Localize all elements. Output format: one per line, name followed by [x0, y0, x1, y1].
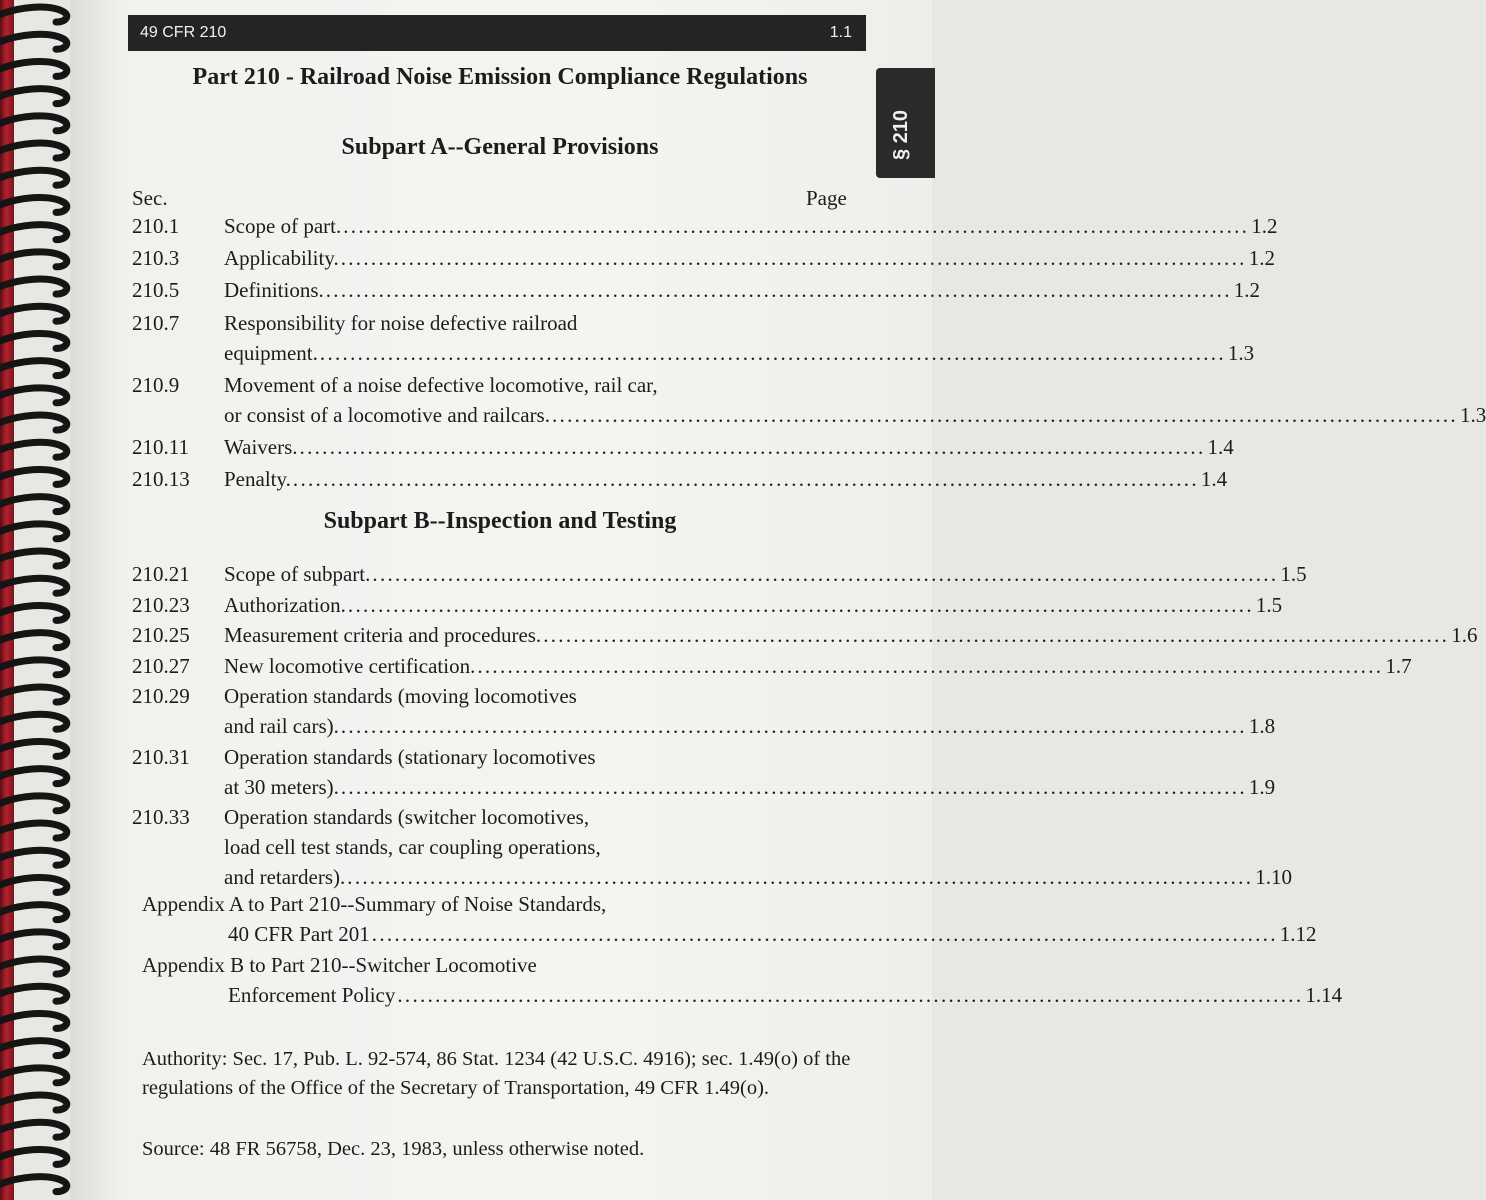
page-reference: 1.3 — [1459, 402, 1486, 427]
binding-coil — [0, 905, 67, 920]
toc-entry-line[interactable] — [132, 653, 1412, 683]
page-reference: 1.10 — [1255, 865, 1293, 889]
binding-coil — [0, 1122, 67, 1137]
section-title: Enforcement Policy — [228, 982, 396, 1007]
dot-leader: ........................................................................................................................ — [371, 922, 1278, 946]
binding-coil — [0, 769, 67, 784]
toc-entry-line — [132, 745, 858, 774]
section-title: New locomotive certification. — [224, 653, 476, 678]
section-title: equipment. — [224, 340, 318, 365]
spiral-binding — [0, 0, 72, 1200]
section-title: or consist of a locomotive and railcars. — [224, 402, 550, 427]
section-title: Measurement criteria and procedures. — [224, 623, 542, 647]
binding-coil — [0, 1068, 67, 1083]
binding-coil — [0, 660, 67, 675]
toc-entry-line[interactable] — [132, 214, 1278, 243]
page-reference: 1.4 — [1207, 435, 1234, 459]
page-reference: 1.2 — [1248, 246, 1275, 271]
binding-coil — [0, 796, 67, 811]
binding-coil — [0, 361, 67, 376]
dot-leader: ........................................................................................................................ — [340, 246, 1247, 271]
binding-coil — [0, 415, 67, 430]
section-number: 210.1 — [132, 214, 180, 238]
section-title: Responsibility for noise defective railroad — [224, 310, 578, 335]
page-reference: 1.2 — [1233, 278, 1260, 303]
section-number: 210.9 — [132, 372, 180, 397]
page-reference: 1.12 — [1279, 922, 1317, 946]
page-reference: 1.5 — [1280, 562, 1307, 586]
page-reference: 1.3 — [1227, 340, 1255, 365]
binding-coil — [0, 143, 67, 158]
page-reference: 1.8 — [1248, 714, 1276, 738]
binding-coil — [0, 61, 67, 76]
toc-entry-line[interactable] — [132, 467, 1228, 496]
section-number: 210.7 — [132, 310, 180, 335]
header-citation: 49 CFR 210 — [140, 24, 227, 41]
dot-leader: ........................................................................................................................ — [551, 402, 1458, 427]
page-reference: 1.9 — [1248, 774, 1276, 799]
binding-coil — [0, 333, 67, 348]
section-title: at 30 meters). — [224, 774, 339, 799]
binding-coil — [0, 1095, 67, 1110]
section-title: load cell test stands, car coupling operations, — [224, 835, 601, 859]
dot-leader: ........................................................................................................................ — [343, 214, 1250, 238]
toc-entry-line — [132, 684, 858, 713]
toc-entry-line[interactable] — [132, 982, 1343, 1012]
subpart-b-title: Subpart B--Inspection and Testing — [323, 508, 677, 534]
toc-entry-line[interactable] — [132, 922, 1317, 951]
binding-coil — [0, 823, 67, 838]
binding-coil — [0, 959, 67, 974]
binding-coil — [0, 1013, 67, 1028]
sec-column-label: Sec. — [132, 186, 168, 210]
dot-leader: ........................................................................................................................ — [543, 623, 1450, 647]
dot-leader: ........................................................................................................................ — [397, 982, 1304, 1007]
toc-entry-line[interactable] — [132, 623, 1478, 652]
toc-entry-line[interactable] — [132, 592, 1283, 622]
section-title: Applicability. — [224, 246, 339, 271]
section-title: Scope of subpart. — [224, 562, 371, 586]
section-number: 210.3 — [132, 246, 180, 271]
toc-entry-line[interactable] — [132, 278, 1260, 307]
toc-entry-line[interactable] — [132, 246, 1275, 275]
section-number: 210.31 — [132, 744, 190, 769]
toc-entry-line[interactable] — [132, 714, 1276, 743]
section-tab-label: § 210 — [890, 109, 912, 160]
binding-coil — [0, 116, 67, 131]
binding-coil — [0, 551, 67, 566]
header-page-number: 1.1 — [829, 24, 852, 41]
toc-entry-line — [132, 892, 858, 921]
page-reference: 1.6 — [1451, 623, 1478, 647]
binding-coil — [0, 279, 67, 294]
binding-coil — [0, 170, 67, 185]
section-title: Appendix A to Part 210--Summary of Noise Standards, — [142, 892, 607, 916]
dot-leader: ........................................................................................................................ — [477, 653, 1384, 678]
binding-coil — [0, 442, 67, 457]
binding-coil — [0, 633, 67, 648]
binding-coil — [0, 7, 67, 22]
section-title: Appendix B to Part 210--Switcher Locomotive — [142, 952, 537, 977]
section-title: 40 CFR Part 201 — [228, 922, 370, 946]
section-title: Definitions. — [224, 278, 324, 303]
binding-coil — [0, 225, 67, 240]
binding-coil — [0, 714, 67, 729]
binding-coil — [0, 1041, 67, 1056]
binding-coil — [0, 578, 67, 593]
section-number: 210.25 — [132, 623, 190, 647]
binding-coil — [0, 986, 67, 1001]
section-title: Operation standards (moving locomotives — [224, 684, 577, 708]
dot-leader: ........................................................................................................................ — [292, 467, 1199, 492]
binding-coil — [0, 1177, 67, 1192]
toc-entry-line — [132, 835, 858, 864]
binding-coil — [0, 89, 67, 104]
binding-coil — [0, 34, 67, 49]
binding-coil — [0, 877, 67, 892]
binding-coil — [0, 388, 67, 403]
section-number: 210.11 — [132, 435, 189, 459]
toc-entry-line — [132, 373, 858, 402]
binding-coil — [0, 306, 67, 321]
section-number: 210.13 — [132, 467, 190, 492]
binding-coil — [0, 850, 67, 865]
section-title: Operation standards (switcher locomotives, — [224, 805, 590, 829]
part-title: Part 210 - Railroad Noise Emission Compliance Regulations — [192, 64, 808, 90]
page-reference: 1.2 — [1251, 214, 1278, 238]
page-reference: 1.4 — [1200, 467, 1228, 492]
dot-leader: ........................................................................................................................ — [299, 435, 1206, 459]
page-reference: 1.5 — [1255, 592, 1283, 617]
section-number: 210.21 — [132, 562, 190, 586]
section-number: 210.5 — [132, 278, 180, 303]
section-title: Operation standards (stationary locomotives — [224, 744, 596, 769]
dot-leader: ........................................................................................................................ — [340, 714, 1247, 738]
toc-entry-line[interactable] — [132, 562, 1307, 591]
binding-coil — [0, 197, 67, 212]
dot-leader: ........................................................................................................................ — [325, 278, 1232, 303]
page-reference: 1.14 — [1305, 982, 1343, 1007]
section-number: 210.23 — [132, 592, 190, 617]
binding-coil — [0, 1149, 67, 1164]
subpart-a-title: Subpart A--General Provisions — [341, 134, 659, 160]
running-header — [128, 15, 866, 51]
binding-coil — [0, 252, 67, 267]
binding-coil — [0, 497, 67, 512]
toc-entry-line — [132, 953, 858, 982]
toc-entry-line[interactable] — [132, 340, 1255, 370]
authority-note: Authority: Sec. 17, Pub. L. 92-574, 86 Stat. 1234 (42 U.S.C. 4916); sec. 1.49(o) of the regulations of the Office of the Secretary of Transportation, 49 CFR 1.49(o). — [142, 1048, 851, 1099]
source-note: Source: 48 FR 56758, Dec. 23, 1983, unless otherwise noted. — [142, 1138, 645, 1160]
page-reference: 1.7 — [1385, 653, 1412, 678]
section-title: Authorization. — [224, 592, 346, 617]
toc-entry-line[interactable] — [132, 774, 1276, 804]
toc-entry-line[interactable] — [132, 865, 1293, 894]
binding-coil — [0, 524, 67, 539]
dot-leader: ........................................................................................................................ — [347, 592, 1254, 617]
section-number: 210.29 — [132, 684, 190, 708]
toc-entry-line — [132, 311, 858, 340]
section-title: Penalty. — [224, 467, 291, 492]
binding-coil — [0, 932, 67, 947]
section-number: 210.27 — [132, 653, 190, 678]
toc-entry-line[interactable] — [132, 435, 1234, 464]
section-thumb-tab[interactable] — [876, 68, 935, 178]
section-title: and retarders). — [224, 865, 346, 889]
section-title: and rail cars). — [224, 714, 339, 738]
binding-coil — [0, 469, 67, 484]
dot-leader: ........................................................................................................................ — [347, 865, 1254, 889]
dot-leader: ........................................................................................................................ — [319, 340, 1226, 365]
section-title: Scope of part. — [224, 214, 342, 238]
binding-coil — [0, 741, 67, 756]
section-number: 210.33 — [132, 805, 190, 829]
page-column-label: Page — [806, 186, 847, 210]
toc-entry-line[interactable] — [132, 402, 1486, 432]
section-title: Waivers. — [224, 435, 298, 459]
toc-entry-line — [132, 805, 858, 834]
binding-coil — [0, 605, 67, 620]
dot-leader: ........................................................................................................................ — [340, 774, 1247, 799]
dot-leader: ........................................................................................................................ — [372, 562, 1279, 586]
binding-coil — [0, 687, 67, 702]
section-title: Movement of a noise defective locomotive, rail car, — [224, 372, 658, 397]
